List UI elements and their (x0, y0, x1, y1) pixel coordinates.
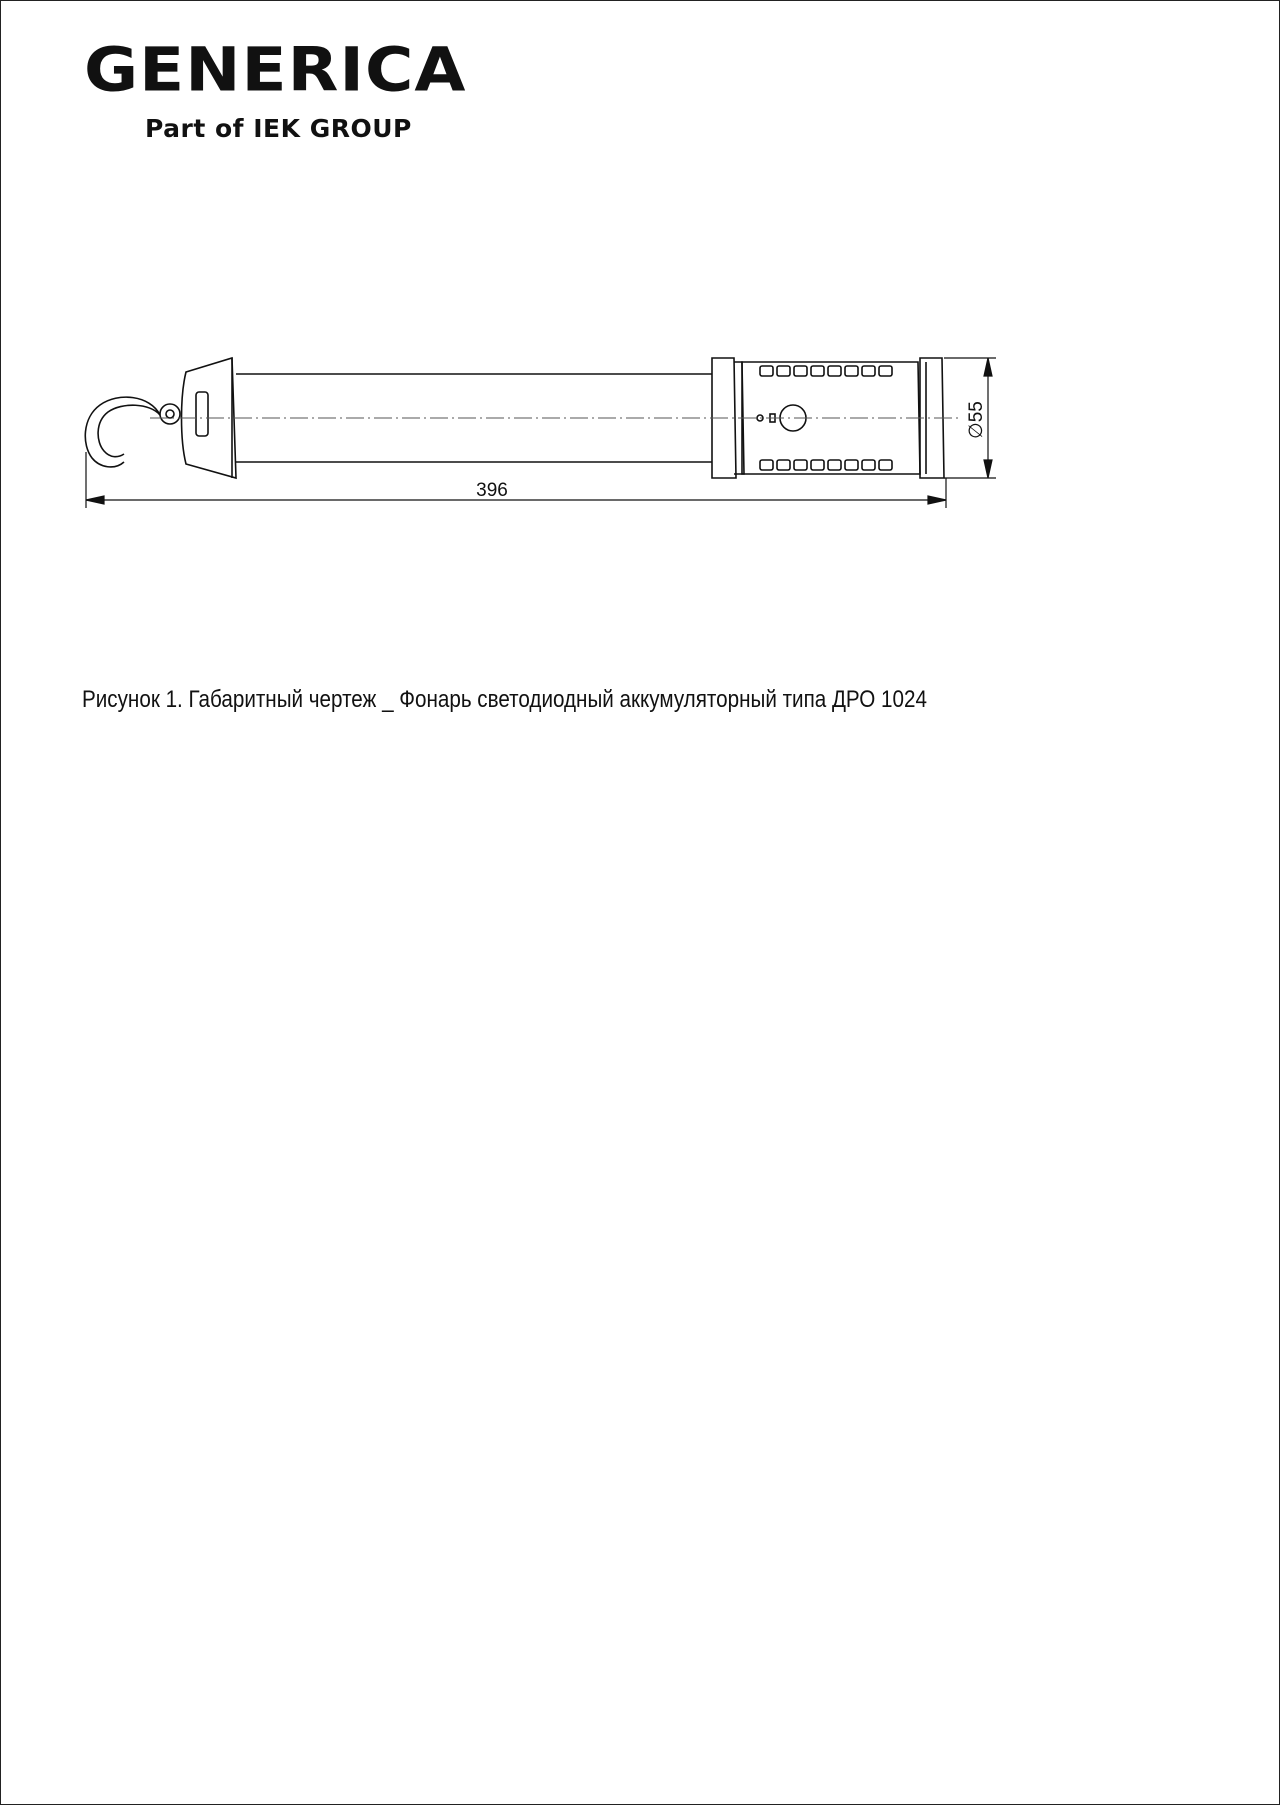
logo-wordmark: GENERICA (84, 34, 467, 106)
dimension-drawing (0, 330, 1280, 530)
logo-tagline: Part of IEK GROUP (145, 114, 412, 143)
figure-caption: Рисунок 1. Габаритный чертеж _ Фонарь светодиодный аккумуляторный типа ДРО 1024 (82, 686, 927, 713)
length-label: 396 (476, 480, 508, 501)
diameter-label: ∅55 (966, 401, 987, 439)
brand-logo (84, 34, 524, 143)
